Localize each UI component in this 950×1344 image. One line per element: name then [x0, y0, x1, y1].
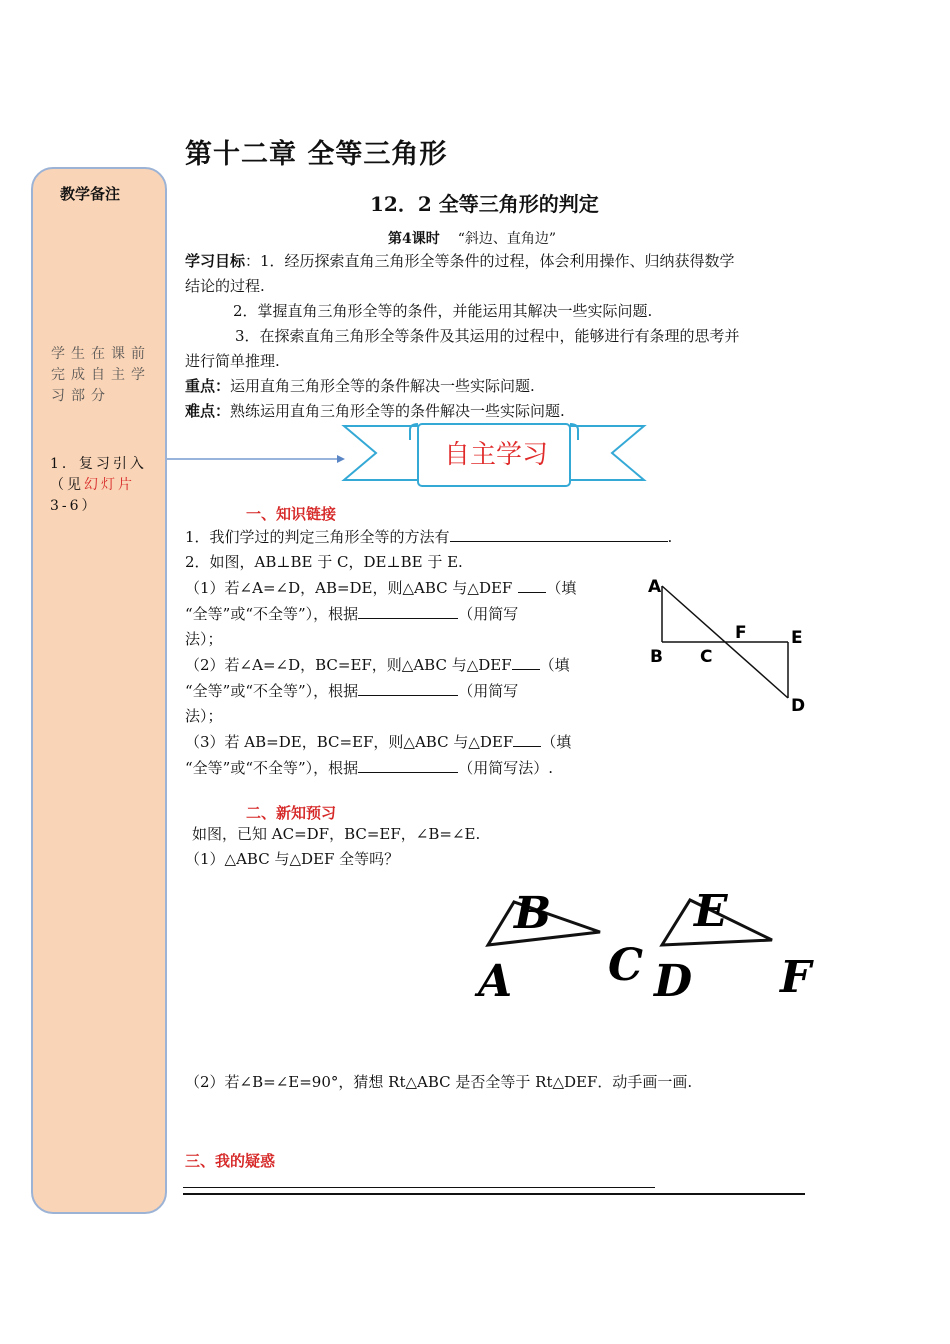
sub1-end: 法）；: [185, 630, 223, 648]
sub3-text-2: “全等”或“不全等”），根据: [185, 759, 359, 777]
sub2-end: 法）；: [185, 707, 223, 725]
part3-heading: 三、我的疑惑: [185, 1152, 276, 1170]
lesson-info: [388, 228, 556, 248]
sub1-hint-2: （用简写: [458, 605, 519, 623]
objectives: [185, 249, 815, 424]
label-b2: B: [514, 888, 552, 939]
part2-question-2: （2）若∠B=∠E=90°，猜想 Rt△ABC 是否全等于 Rt△DEF．动手画一画.: [185, 1073, 693, 1091]
lesson-topic: “斜边、直角边”: [457, 231, 557, 247]
objective-2: 2．掌握直角三角形全等的条件，并能运用其解决一些实际问题.: [233, 302, 653, 320]
sub1-hint: （填: [546, 579, 577, 597]
sidebar-review: [50, 454, 154, 517]
sub3-hint-2: （用简写法）.: [458, 759, 553, 777]
label-c2: C: [608, 940, 644, 991]
answer-blank-sub1-reason[interactable]: [358, 601, 458, 619]
sub3-text: （3）若 AB=DE，BC=EF，则△ABC 与△DEF: [185, 733, 514, 751]
label-d2: D: [654, 956, 693, 1007]
part2-given: 如图，已知 AC=DF，BC=EF，∠B=∠E.: [192, 825, 481, 843]
answer-line[interactable]: [183, 1187, 655, 1188]
lesson-label: 第4课时: [388, 231, 440, 247]
answer-blank-sub2[interactable]: [512, 652, 540, 670]
part2-question-1: （1）△ABC 与△DEF 全等吗？: [185, 850, 400, 868]
review-slides-link[interactable]: 幻灯片: [84, 477, 135, 493]
chapter-title: 第十二章 全等三角形: [185, 139, 448, 170]
label-e2: E: [694, 886, 728, 937]
question-1: 1．我们学过的判定三角形全等的方法有: [185, 528, 450, 546]
difficulty-label: 难点：: [185, 402, 231, 420]
key-point-label: 重点：: [185, 377, 231, 395]
figure-perpendicular: [640, 570, 815, 720]
objective-3: 3．在探索直角三角形全等条件及其运用的过程中，能够进行有条理的思考并: [235, 327, 740, 345]
objectives-label: 学习目标: [185, 252, 246, 270]
answer-blank-1[interactable]: [450, 524, 668, 542]
label-b: B: [650, 647, 663, 667]
label-d: D: [791, 696, 806, 716]
section-title: 12．2 全等三角形的判定: [370, 192, 599, 216]
arrow-connector: [167, 450, 347, 470]
answer-blank-sub3-reason[interactable]: [358, 755, 458, 773]
sidebar-title: 教学备注: [60, 185, 121, 203]
objective-1-cont: 结论的过程.: [185, 277, 265, 295]
sidebar-note: 学生在课前完成自主学习部分: [51, 346, 151, 404]
sub1-text: （1）若∠A=∠D，AB=DE，则△ABC 与△DEF: [185, 579, 513, 597]
banner-label: 自主学习: [443, 440, 548, 470]
label-c: C: [700, 647, 713, 667]
sub2-hint-2: （用简写: [458, 682, 519, 700]
answer-blank-sub1[interactable]: [518, 575, 546, 593]
sub2-text-2: “全等”或“不全等”），根据: [185, 682, 359, 700]
teaching-notes-sidebar: [31, 167, 167, 1214]
objective-1: ：1．经历探索直角三角形全等条件的过程，体会利用操作、归纳获得数学: [245, 252, 735, 270]
label-f: F: [735, 623, 747, 643]
answer-blank-sub2-reason[interactable]: [358, 678, 458, 696]
part1-heading: 一、知识链接: [246, 505, 337, 523]
review-prefix: 1．复习引入（见: [50, 456, 147, 493]
difficulty-text: 熟练运用直角三角形全等的条件解决一些实际问题.: [230, 402, 565, 420]
bottom-rule: [183, 1193, 805, 1195]
sub2-text: （2）若∠A=∠D，BC=EF，则△ABC 与△DEF: [185, 656, 512, 674]
review-suffix: 3-6）: [50, 498, 99, 514]
sub2-hint: （填: [539, 656, 570, 674]
part2-heading: 二、新知预习: [246, 804, 337, 822]
label-f2: F: [780, 952, 812, 1003]
answer-blank-sub3[interactable]: [513, 729, 541, 747]
key-point-text: 运用直角三角形全等的条件解决一些实际问题.: [230, 377, 535, 395]
question-2: 2．如图，AB⊥BE 于 C，DE⊥BE 于 E.: [185, 553, 463, 571]
sub3-hint: （填: [541, 733, 572, 751]
label-e: E: [791, 628, 803, 648]
objective-3-cont: 进行简单推理.: [185, 352, 280, 370]
label-a: A: [648, 577, 662, 597]
sub1-text-2: “全等”或“不全等”），根据: [185, 605, 359, 623]
part1-questions: 1．我们学过的判定三角形全等的方法有 . 2．如图，AB⊥BE 于 C，DE⊥BE 于 E. （1）若∠A=∠D，AB=DE，则△ABC 与△DEF （填 “全等”或“不全等”），根据 （用简写 法）； （2）若∠A=∠D，BC=EF，则△ABC 与△DEF （填 “全等”或“不全等”），根据 （用简写 法）； （3）若 AB=DE，BC=EF，则△ABC 与△DEF （填 “全等”或“不全等”），根据 （用简写法）.: [185, 524, 745, 781]
label-a2: A: [478, 956, 513, 1007]
figure-two-triangles: [470, 880, 820, 1010]
